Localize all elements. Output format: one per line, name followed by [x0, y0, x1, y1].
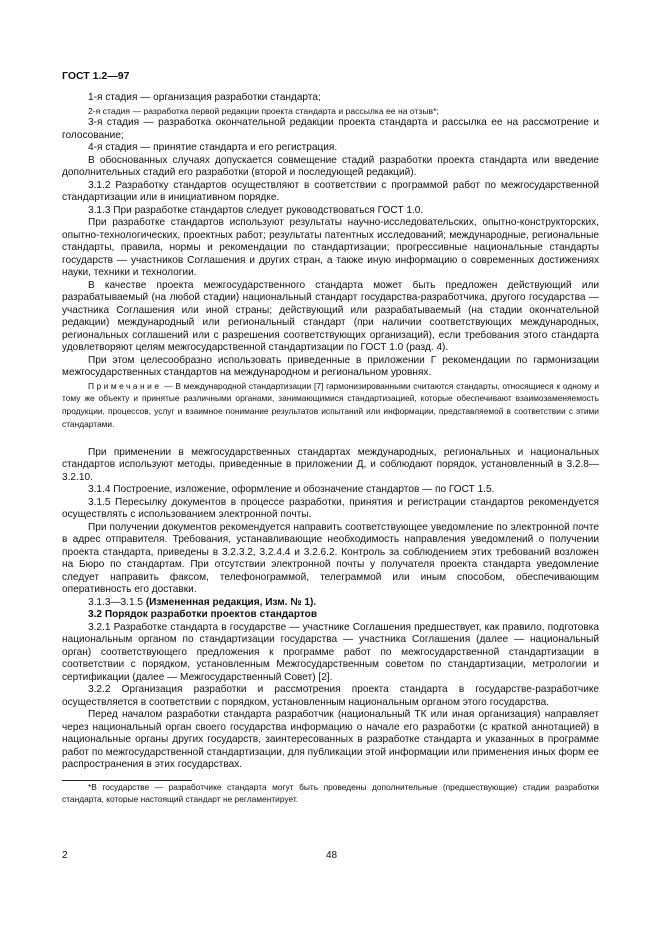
document-header: ГОСТ 1.2—97 [62, 70, 130, 82]
paragraph: Перед началом разработки стандарта разработчик (национальный ТК или иная организация) направляет через национальный орган своего государства информацию о начале его разработки (с краткой аннотацией) в национальные органы других государств, заинтересованных в разработке стандарта и указанных в программе работ по межгосударственной стандартизации, для публикации этой информации или применения иных форм ее распространения в этих государствах. [62, 709, 599, 771]
spacer [62, 431, 599, 447]
paragraph: 3.2.2 Организация разработки и рассмотрения проекта стандарта в государстве-разработчике осуществляется в соответствии с порядком, установленным национальным органом этого государства. [62, 684, 599, 708]
paragraph: В обоснованных случаях допускается совмещение стадий разработки проекта стандарта или введение дополнительных стадий его разработки (второй и последующей редакций). [62, 154, 599, 178]
amendment-note [62, 597, 599, 610]
paragraph: 1-я стадия — организация разработки стандарта; [88, 92, 321, 103]
paragraph: 3.2.1 Разработке стандарта в государстве — участнике Соглашения предшествует, как правило, подготовка национальным органом по стандартизации государства — участника Соглашения (далее — национальный орган) соответствующего предложения к программе работ по межгосударственной стандартизации в соответствии с порядком, установленным Межгосударственным советом по стандартизации, метрологии и сертификации (далее — Межгосударственный Совет) [2]. [62, 621, 599, 683]
page-number-left: 2 [62, 850, 68, 861]
paragraph: При получении документов рекомендуется направить соответствующее уведомление по электронной почте в адрес отправителя. Требования, устанавливающие необходимость направления уведомлений о получении проекта стандарта, приведены в 3.2.3.2, 3.2.4.4 и 3.2.6.2. Контроль за соблюдением этих требований возложен на Бюро по стандартам. При отсутствии электронной почты у получателя проекта стандарта уведомление следует направить факсом, телефонограммой, телеграммой или иным способом, обеспечивающим оперативность его доставки. [62, 521, 599, 596]
paragraph: 3.1.2 Разработку стандартов осуществляют в соответствии с программой работ по межгосударственной стандартизации или в инициативном порядке. [62, 179, 599, 203]
paragraph: При разработке стандартов используют результаты научно-исследовательских, опытно-конструкторских, опытно-технологических, проектных работ; результаты патентных исследований; международные, региональные стандарты, правила, нормы и рекомендации по стандартизации; прогрессивные национальные стандарты государств — участников Соглашения и других стран, а также иную информацию о современных достижениях науки, техники и технологии. [62, 217, 599, 278]
amendment-label: (Измененная редакция, Изм. № 1). [145, 596, 317, 608]
paragraph: 4-я стадия — принятие стандарта и его регистрация. [88, 142, 338, 153]
section-heading: 3.2 Порядок разработки проектов стандартов [88, 609, 318, 621]
amendment-prefix: 3.1.3—3.1.5 [88, 596, 146, 608]
paragraph: При применении в межгосударственных стандартах международных, региональных и национальных стандартов используют методы, приведенные в приложении Д, и соблюдают порядок, установленный в 3.2.8—3.2.10. [62, 446, 599, 483]
paragraph: 3.1.4 Построение, изложение, оформление и обозначение стандартов — по ГОСТ 1.5. [88, 484, 495, 496]
page-number-center: 48 [326, 850, 338, 861]
note [62, 380, 599, 431]
paragraph: В качестве проекта межгосударственного стандарта может быть предложен действующий или разрабатываемый (на любой стадии) национальный стандарт государства-разработчика, другого государства — участника Соглашения или иной страны; действующий или разрабатываемый (на стадии окончательной редакции) международный или региональный стандарт (при наличии соответствующих международных, региональных соглашений или с разрешения соответствующих организаций), если требования этого стандарта удовлетворяют целям межгосударственной стандартизации по ГОСТ 1.0 (разд. 4). [62, 279, 599, 353]
footnote: *В государстве — разработчике стандарта могут быть проведены дополнительные (предшествующие) стадии разработки стандарта, которые настоящий стандарт не регламентирует. [62, 781, 599, 805]
paragraph: 3-я стадия — разработка окончательной редакции проекта стандарта и рассылка ее на рассмотрение и голосование; [62, 117, 599, 141]
note-label: Примечание [88, 380, 162, 391]
paragraph: 3.1.5 Пересылку документов в процессе разработки, принятия и регистрации стандартов рекомендуется осуществлять с использованием электронной почты. [62, 496, 599, 521]
paragraph: 3.1.3 При разработке стандартов следует руководствоваться ГОСТ 1.0. [88, 204, 424, 216]
document-body [62, 92, 599, 806]
paragraph: При этом целесообразно использовать приведенные в приложении Г рекомендации по гармонизации межгосударственных стандартов на международном и региональном уровнях. [62, 354, 599, 378]
paragraph: 2-я стадия — разработка первой редакции проекта стандарта и рассылка ее на отзыв*; [88, 105, 439, 116]
note-text: — В международной стандартизации [7] гармонизированными считаются стандарты, относящиеся к одному и тому же объекту и принятые различными органами, занимающимися стандартизацией, которые обеспечивают взаимозаменяемость продукции, процессов, услуг и взаимное понимание результатов испытаний или информации, представляемой в соответствии с этими стандартами. [62, 380, 599, 429]
